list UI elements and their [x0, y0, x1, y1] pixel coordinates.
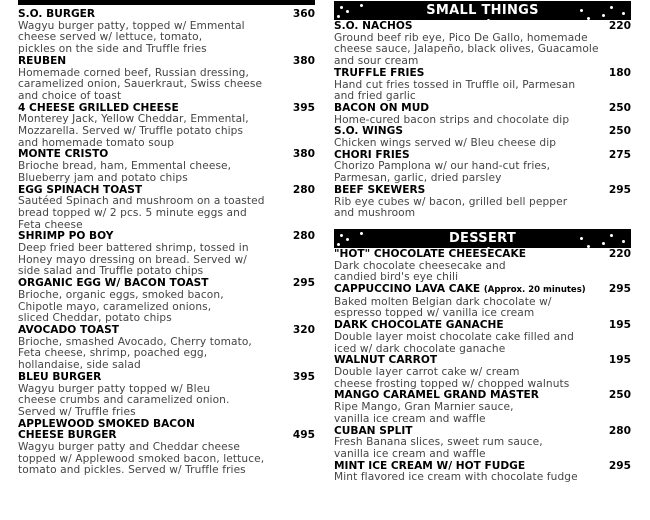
item-description: Parmesan, garlic, dried parsley [334, 172, 502, 185]
item-note: (Approx. 20 minutes) [483, 285, 586, 296]
menu-item [334, 126, 631, 149]
menu-item [18, 325, 315, 372]
menu-item [18, 419, 315, 478]
menu-section [334, 229, 631, 484]
item-name: APPLEWOOD SMOKED BACON [18, 417, 195, 430]
item-price: 250 [608, 125, 631, 138]
item-description: Served w/ Truffle fries [18, 405, 136, 418]
item-name: CUBAN SPLIT [334, 424, 413, 437]
item-name: "HOT" CHOCOLATE CHEESECAKE [334, 247, 526, 260]
item-description: vanilla ice cream and waffle [334, 447, 486, 460]
item-price: 220 [608, 20, 631, 32]
item-name: BACON ON MUD [334, 101, 430, 114]
item-list [334, 21, 631, 220]
item-description: vanilla ice cream and waffle [334, 412, 486, 425]
item-title-wrap [334, 103, 429, 115]
item-name: REUBEN [18, 54, 67, 67]
item-description: and homemade tomato soup [18, 136, 175, 149]
item-description: topped w/ Applewood smoked bacon, lettuce, [18, 452, 265, 465]
menu-section [334, 1, 631, 220]
item-name: S.O. BURGER [18, 8, 96, 20]
item-description: Brioche, organic eggs, smoked bacon, [18, 288, 224, 301]
item-description: Feta cheese, shrimp, poached egg, [18, 347, 208, 360]
item-name: TRUFFLE FRIES [334, 66, 425, 79]
item-name: S.O. WINGS [334, 125, 403, 138]
item-description: Sautéed Spinach and mushroom on a toasted [18, 195, 265, 208]
item-description: Dark chocolate cheesecake and [334, 259, 506, 272]
item-description: Hand cut fries tossed in Truffle oil, Parmesan [334, 78, 576, 91]
menu-item [334, 426, 631, 461]
item-title-wrap [334, 185, 425, 197]
item-title-row [18, 372, 315, 384]
item-title-row [18, 56, 315, 68]
menu-item [18, 103, 315, 150]
item-description: Rib eye cubes w/ bacon, grilled bell pepper [334, 195, 568, 208]
item-description: Double layer moist chocolate cake filled and [334, 330, 574, 343]
item-price: 295 [608, 283, 631, 296]
item-name: 4 CHEESE GRILLED CHEESE [18, 101, 179, 114]
item-name: MANGO CARAMEL GRAND MASTER [334, 389, 539, 402]
item-description: Homemade corned beef, Russian dressing, [18, 66, 249, 79]
item-name: DARK CHOCOLATE GANACHE [334, 319, 504, 332]
menu-item [18, 231, 315, 278]
item-name: MINT ICE CREAM W/ HOT FUDGE [334, 459, 526, 472]
item-description: Chicken wings served w/ Bleu cheese dip [334, 137, 557, 150]
item-title-wrap [18, 325, 119, 337]
menu-item [334, 461, 631, 484]
item-title-wrap [334, 284, 586, 297]
item-name: BEEF SKEWERS [334, 183, 426, 196]
item-name: WALNUT CARROT [334, 354, 438, 367]
item-price: 380 [292, 54, 315, 67]
menu-item [334, 103, 631, 126]
item-description: sliced Cheddar, potato chips [18, 312, 172, 325]
item-description: espresso topped w/ vanilla ice cream [334, 307, 535, 320]
item-price: 295 [292, 277, 315, 290]
item-price: 280 [292, 230, 315, 243]
item-description: Wagyu burger patty and Cheddar cheese [18, 441, 240, 454]
item-description: tomato and pickles. Served w/ Truffle fries [18, 464, 246, 477]
menu-item [334, 284, 631, 320]
item-price: 320 [292, 323, 315, 336]
item-title-row [334, 21, 631, 33]
menu-item [18, 149, 315, 184]
item-description: Mozzarella. Served w/ Truffle potato chips [18, 125, 244, 138]
item-description: Chipotle mayo, caramelized onions, [18, 300, 212, 313]
menu-item [334, 68, 631, 103]
item-price: 295 [608, 459, 631, 472]
item-title-wrap [18, 56, 66, 68]
item-description: cheese crumbs and caramelized onion. [18, 394, 230, 407]
item-price: 495 [292, 429, 315, 442]
item-price: 195 [608, 319, 631, 332]
item-title-wrap [18, 9, 95, 21]
item-price: 275 [608, 148, 631, 161]
item-title-row [334, 68, 631, 80]
item-description: bread topped w/ 2 pcs. 5 minute eggs and [18, 206, 247, 219]
item-description: Home-cured bacon strips and chocolate dip [334, 113, 570, 126]
menu-item [334, 150, 631, 185]
item-list [18, 9, 315, 477]
item-name: BLEU BURGER [18, 370, 102, 383]
item-title-wrap [18, 372, 101, 384]
item-description: Double layer carrot cake w/ cream [334, 365, 520, 378]
item-price: 280 [292, 183, 315, 196]
item-name: S.O. NACHOS [334, 20, 413, 32]
menu-right-column [334, 0, 631, 484]
section-heading: SMALL THINGS [334, 1, 631, 20]
item-price: 220 [608, 247, 631, 260]
section-header-bar [18, 0, 315, 5]
item-description: and fried garlic [334, 90, 416, 103]
item-price: 295 [608, 183, 631, 196]
item-description: Blueberry jam and potato chips [18, 171, 188, 184]
item-description: pickles on the side and Truffle fries [18, 43, 207, 56]
menu-item [334, 249, 631, 284]
item-description: caramelized onion, Sauerkraut, Swiss cheese [18, 78, 263, 91]
item-description: and choice of toast [18, 89, 122, 102]
item-description: iced w/ dark chocolate ganache [334, 342, 506, 355]
menu-item [334, 185, 631, 220]
item-description: Chorizo Pamplona w/ our hand-cut fries, [334, 160, 551, 173]
item-price: 360 [292, 8, 315, 20]
menu-item [18, 56, 315, 103]
item-description: Fresh Banana slices, sweet rum sauce, [334, 436, 543, 449]
item-description: cheese sauce, Jalapeño, black olives, Guacamole [334, 43, 599, 56]
item-title-row [334, 103, 631, 115]
item-price: 250 [608, 101, 631, 114]
item-description: Baked molten Belgian dark chocolate w/ [334, 295, 552, 308]
section-heading: DESSERT [334, 229, 631, 248]
item-description: Ground beef rib eye, Pico De Gallo, homemade [334, 31, 588, 44]
item-description: Brioche, smashed Avocado, Cherry tomato, [18, 335, 252, 348]
item-title-row [18, 325, 315, 337]
menu-item [334, 390, 631, 425]
item-name: AVOCADO TOAST [18, 323, 119, 336]
item-title-wrap [334, 68, 424, 80]
item-price: 380 [292, 148, 315, 161]
item-price: 280 [608, 424, 631, 437]
menu-item [18, 278, 315, 325]
item-title-wrap [334, 21, 412, 33]
menu-item [18, 185, 315, 232]
item-name: CHORI FRIES [334, 148, 410, 161]
menu-item [334, 320, 631, 355]
menu-item [334, 21, 631, 68]
item-description: side salad and Truffle potato chips [18, 265, 204, 278]
item-description: and sour cream [334, 55, 419, 68]
item-title-row [334, 185, 631, 197]
menu-item [18, 9, 315, 56]
item-price: 395 [292, 101, 315, 114]
item-description: Wagyu burger patty topped w/ Bleu [18, 382, 211, 395]
item-description: and mushroom [334, 207, 416, 220]
item-price: 395 [292, 370, 315, 383]
item-list [334, 249, 631, 484]
item-name: MONTE CRISTO [18, 148, 109, 161]
item-description: Brioche bread, ham, Emmental cheese, [18, 160, 232, 173]
item-description: Ripe Mango, Gran Marnier sauce, [334, 401, 514, 414]
item-price: 250 [608, 389, 631, 402]
item-price: 180 [608, 66, 631, 79]
menu-left-column [18, 0, 315, 477]
item-description: cheese served w/ lettuce, tomato, [18, 31, 203, 44]
item-name: ORGANIC EGG W/ BACON TOAST [18, 277, 209, 290]
item-name: CAPPUCCINO LAVA CAKE [334, 283, 481, 296]
item-title-row [334, 249, 631, 261]
item-description: Feta cheese [18, 218, 83, 231]
item-title-row [334, 284, 631, 297]
item-name: CHEESE BURGER [18, 429, 117, 442]
item-description: cheese frosting topped w/ chopped walnuts [334, 377, 570, 390]
item-price: 195 [608, 354, 631, 367]
item-description: Deep fried beer battered shrimp, tossed in [18, 242, 249, 255]
item-name: SHRIMP PO BOY [18, 230, 114, 243]
item-title-row [18, 9, 315, 21]
menu-item [334, 355, 631, 390]
menu-item [18, 372, 315, 419]
item-description: Wagyu burger patty, topped w/ Emmental [18, 19, 245, 32]
item-description: hollandaise, side salad [18, 359, 141, 372]
item-name: EGG SPINACH TOAST [18, 183, 143, 196]
item-description: Monterey Jack, Yellow Cheddar, Emmental, [18, 113, 249, 126]
item-description: Mint flavored ice cream with chocolate fudge [334, 471, 578, 484]
item-description: Honey mayo dressing on bread. Served w/ [18, 253, 247, 266]
item-title-wrap [334, 249, 526, 261]
item-description: candied bird's eye chili [334, 271, 459, 284]
